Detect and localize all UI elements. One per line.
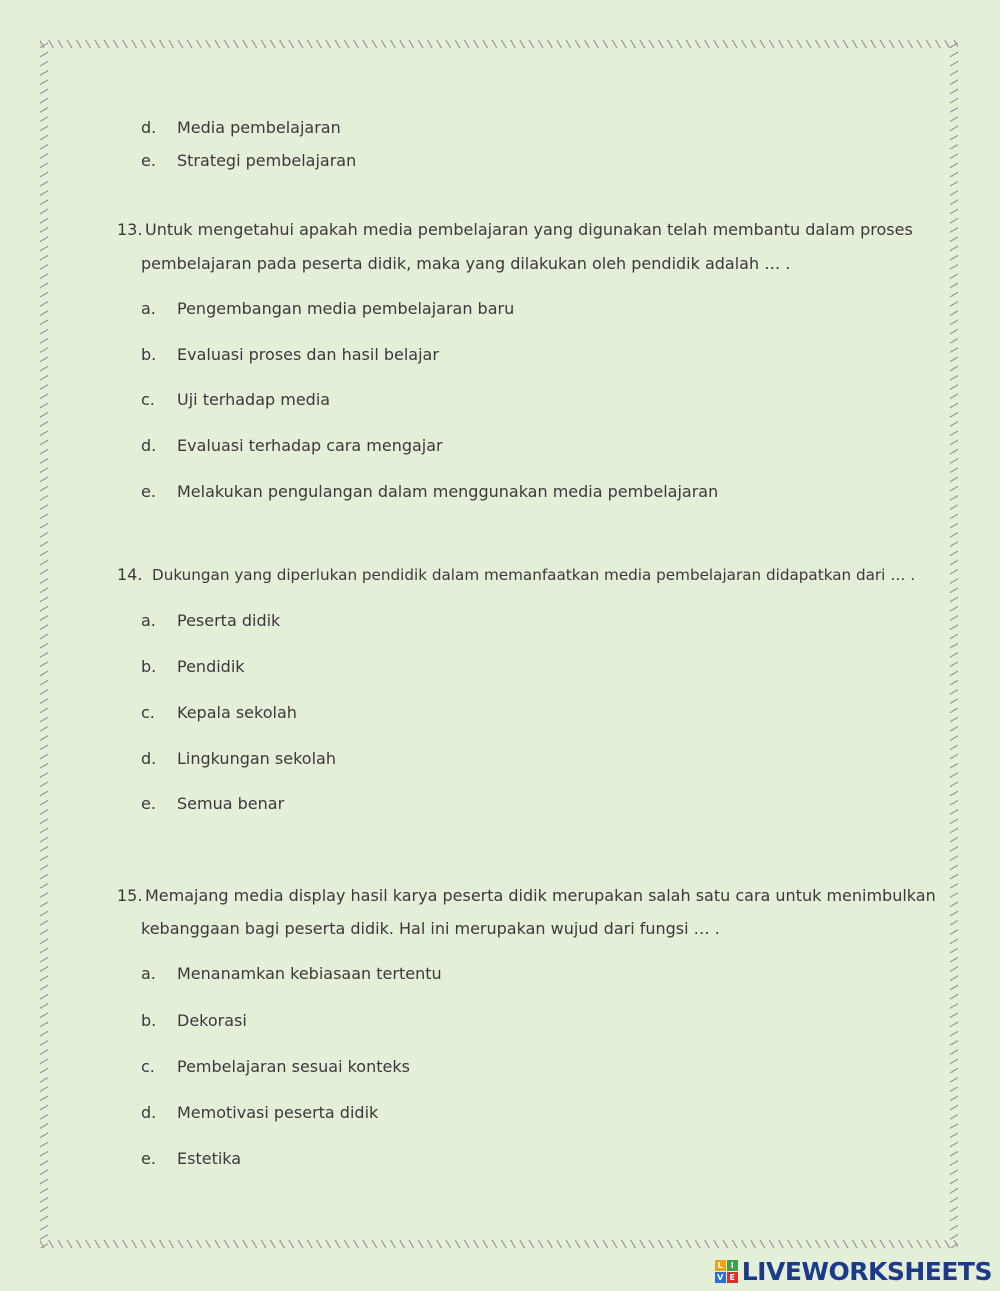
- option-text: Strategi pembelajaran: [177, 151, 357, 170]
- option-letter: d.: [141, 118, 157, 137]
- option-text[interactable]: Menanamkan kebiasaan tertentu: [177, 964, 442, 983]
- option-letter: d.: [141, 436, 157, 455]
- logo-mark-v: V: [715, 1272, 726, 1283]
- question-stem: Memajang media display hasil karya peserta didik merupakan salah satu cara untuk menimbulkan: [145, 886, 936, 905]
- option-letter: a.: [141, 611, 156, 630]
- option-letter: b.: [141, 1011, 157, 1030]
- option-text[interactable]: Peserta didik: [177, 611, 281, 630]
- border-bottom: [40, 1240, 958, 1248]
- question-number: 15.: [117, 886, 143, 905]
- option-text[interactable]: Memotivasi peserta didik: [177, 1103, 379, 1122]
- option-letter: a.: [141, 299, 156, 318]
- option-text[interactable]: Semua benar: [177, 794, 285, 813]
- question-number: 14.: [117, 565, 143, 584]
- border-top: [40, 40, 958, 48]
- option-text[interactable]: Pendidik: [177, 657, 245, 676]
- question-stem: Dukungan yang diperlukan pendidik dalam memanfaatkan media pembelajaran didapatkan dari … .: [152, 566, 916, 584]
- option-letter: c.: [141, 703, 155, 722]
- logo-mark-i: I: [727, 1260, 738, 1271]
- logo-text: LIVEWORKSHEETS: [741, 1256, 992, 1286]
- option-text[interactable]: Evaluasi terhadap cara mengajar: [177, 436, 443, 455]
- question-stem-cont: kebanggaan bagi peserta didik. Hal ini merupakan wujud dari fungsi … .: [141, 919, 720, 938]
- option-letter: e.: [141, 482, 156, 501]
- question-number: 13.: [117, 220, 143, 239]
- question-stem-cont: pembelajaran pada peserta didik, maka yang dilakukan oleh pendidik adalah … .: [141, 254, 791, 273]
- option-letter: c.: [141, 1057, 155, 1076]
- logo-mark-l: L: [715, 1260, 726, 1271]
- option-text[interactable]: Dekorasi: [177, 1011, 247, 1030]
- liveworksheets-logo[interactable]: [715, 1257, 992, 1285]
- logo-mark-e: E: [727, 1272, 738, 1283]
- option-text[interactable]: Pengembangan media pembelajaran baru: [177, 299, 515, 318]
- option-letter: d.: [141, 1103, 157, 1122]
- option-letter: e.: [141, 1149, 156, 1168]
- option-letter: b.: [141, 345, 157, 364]
- option-text[interactable]: Melakukan pengulangan dalam menggunakan media pembelajaran: [177, 482, 719, 501]
- option-text[interactable]: Evaluasi proses dan hasil belajar: [177, 345, 439, 364]
- option-text: Media pembelajaran: [177, 118, 341, 137]
- option-letter: b.: [141, 657, 157, 676]
- option-text[interactable]: Uji terhadap media: [177, 390, 331, 409]
- option-text[interactable]: Estetika: [177, 1149, 242, 1168]
- option-text[interactable]: Lingkungan sekolah: [177, 749, 336, 768]
- option-letter: d.: [141, 749, 157, 768]
- option-letter: c.: [141, 390, 155, 409]
- question-stem: Untuk mengetahui apakah media pembelajaran yang digunakan telah membantu dalam proses: [145, 220, 913, 239]
- border-right: [950, 40, 958, 1248]
- border-left: [40, 40, 48, 1248]
- option-letter: a.: [141, 964, 156, 983]
- option-text[interactable]: Kepala sekolah: [177, 703, 297, 722]
- option-letter: e.: [141, 794, 156, 813]
- logo-mark-icon: [715, 1260, 738, 1283]
- option-text[interactable]: Pembelajaran sesuai konteks: [177, 1057, 410, 1076]
- option-letter: e.: [141, 151, 156, 170]
